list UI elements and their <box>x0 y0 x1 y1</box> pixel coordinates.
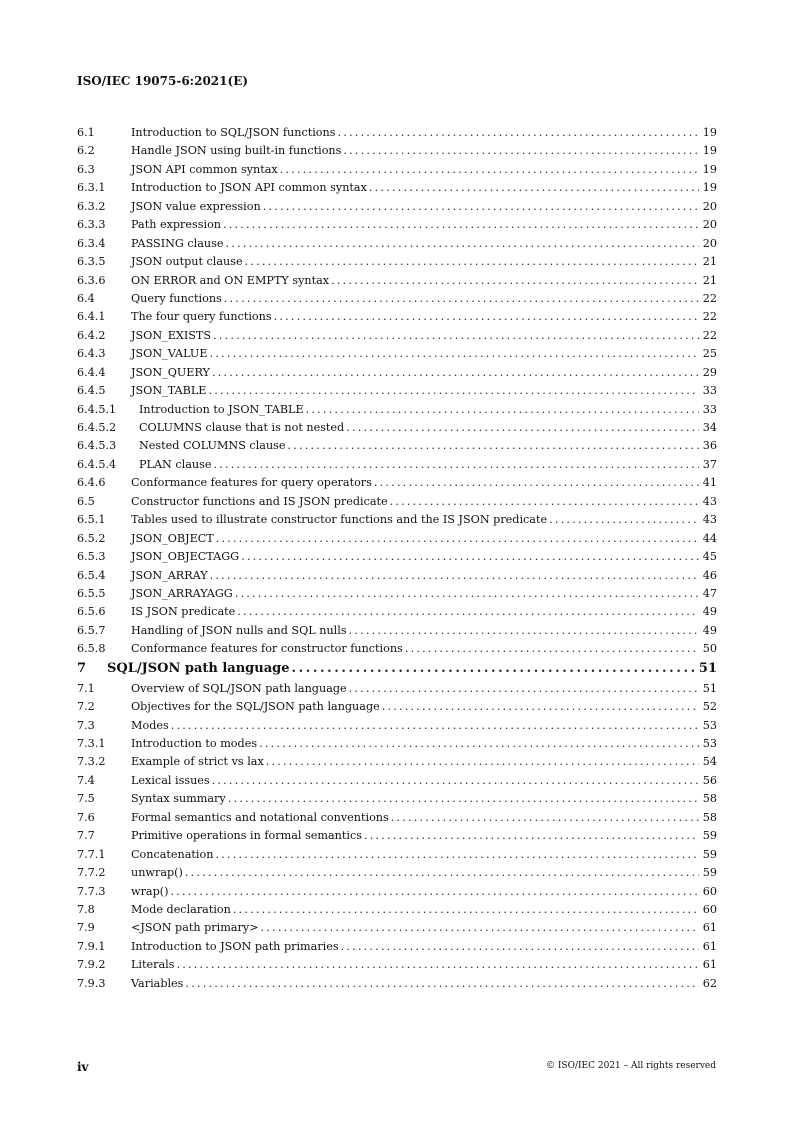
toc-entry-title: Nested COLUMNS clause <box>139 439 286 453</box>
toc-entry[interactable] <box>77 384 717 402</box>
toc-entry[interactable] <box>77 513 717 531</box>
toc-entry-number: 7.3 <box>77 718 95 732</box>
toc-entry-title: JSON_ARRAY <box>131 568 208 582</box>
toc-entry[interactable] <box>77 642 717 660</box>
toc-leader-dots <box>391 811 699 824</box>
toc-entry-page: 19 <box>702 144 717 158</box>
toc-entry-number: 6.4.6 <box>77 476 106 490</box>
toc-leader-dots <box>292 661 697 676</box>
table-of-contents <box>77 126 717 995</box>
toc-leader-dots <box>228 792 699 805</box>
toc-leader-dots <box>331 274 699 287</box>
toc-entry-title: JSON_TABLE <box>131 384 207 398</box>
toc-entry-page: 37 <box>702 457 717 471</box>
toc-entry-title: Formal semantics and notational conventions <box>131 810 389 824</box>
toc-entry[interactable] <box>77 532 717 550</box>
toc-leader-dots <box>261 921 699 934</box>
toc-entry-number: 7 <box>77 660 87 676</box>
toc-entry-title: Overview of SQL/JSON path language <box>131 681 347 695</box>
toc-entry[interactable] <box>77 605 717 623</box>
toc-leader-dots <box>382 700 699 713</box>
toc-entry-title: JSON_QUERY <box>131 365 210 379</box>
toc-entry-title: PASSING clause <box>131 236 224 250</box>
toc-leader-dots <box>349 682 699 695</box>
toc-entry-title: The four query functions <box>131 310 272 324</box>
toc-entry[interactable] <box>77 550 717 568</box>
toc-entry-page: 36 <box>702 439 717 453</box>
toc-entry-page: 61 <box>702 958 717 972</box>
toc-entry-title: JSON_VALUE <box>131 347 208 361</box>
toc-entry[interactable] <box>77 792 717 810</box>
toc-entry-number: 6.3.1 <box>77 181 106 195</box>
toc-entry-page: 53 <box>702 737 717 750</box>
toc-leader-dots <box>549 513 699 526</box>
toc-entry-page: 21 <box>702 273 717 287</box>
toc-entry-title: JSON_ARRAYAGG <box>131 586 233 600</box>
toc-entry-title: JSON value expression <box>131 199 261 213</box>
toc-entry[interactable] <box>77 347 717 365</box>
toc-entry-page: 51 <box>698 660 717 676</box>
toc-entry-page: 21 <box>702 255 717 269</box>
toc-entry-page: 19 <box>702 162 717 176</box>
toc-leader-dots <box>337 126 699 139</box>
toc-entry-page: 20 <box>702 199 717 213</box>
toc-entry-title: Literals <box>131 958 175 972</box>
toc-entry[interactable] <box>77 255 717 273</box>
toc-entry-title: JSON API common syntax <box>131 162 278 176</box>
toc-entry-title: Tables used to illustrate constructor functions and the IS JSON predicate <box>131 513 548 527</box>
toc-entry[interactable] <box>77 218 717 236</box>
toc-entry-number: 7.8 <box>77 902 95 916</box>
toc-entry-number: 6.1 <box>77 126 95 139</box>
toc-leader-dots <box>343 144 699 157</box>
toc-entry[interactable] <box>77 274 717 292</box>
toc-entry-number: 6.3.5 <box>77 255 106 269</box>
toc-entry-title: Introduction to JSON path primaries <box>131 939 339 953</box>
toc-entry-page: 33 <box>702 402 717 416</box>
toc-entry-page: 43 <box>702 513 717 527</box>
toc-entry[interactable] <box>77 587 717 605</box>
toc-entry[interactable] <box>77 569 717 587</box>
footer-copyright: © ISO/IEC 2021 – All rights reserved <box>546 1061 716 1071</box>
toc-leader-dots <box>185 866 699 879</box>
toc-entry[interactable] <box>77 866 717 884</box>
toc-entry-title: Handling of JSON nulls and SQL nulls <box>131 623 347 637</box>
toc-entry[interactable] <box>77 310 717 328</box>
toc-entry-number: 6.5 <box>77 494 95 508</box>
toc-entry-number: 7.9.1 <box>77 939 106 953</box>
toc-leader-dots <box>210 569 699 582</box>
toc-entry[interactable] <box>77 292 717 310</box>
toc-entry-title: Path expression <box>131 218 222 232</box>
toc-entry-number: 6.4.5 <box>77 384 106 398</box>
toc-entry-number: 6.3 <box>77 162 95 176</box>
toc-entry[interactable] <box>77 811 717 829</box>
toc-entry[interactable] <box>77 700 717 718</box>
toc-entry-page: 61 <box>702 921 717 935</box>
toc-entry-page: 58 <box>702 792 717 806</box>
toc-entry-page: 54 <box>702 755 717 769</box>
toc-leader-dots <box>216 532 699 545</box>
toc-entry-page: 43 <box>702 494 717 508</box>
toc-entry-page: 29 <box>702 365 717 379</box>
toc-entry-title: Introduction to SQL/JSON functions <box>131 126 336 139</box>
toc-entry[interactable] <box>77 200 717 218</box>
toc-entry-number: 6.4.1 <box>77 310 106 324</box>
toc-entry-number: 6.3.3 <box>77 218 106 232</box>
toc-leader-dots <box>171 885 700 898</box>
toc-leader-dots <box>349 624 699 637</box>
toc-leader-dots <box>274 310 699 323</box>
toc-entry[interactable] <box>77 774 717 792</box>
toc-leader-dots <box>215 848 699 861</box>
toc-entry-page: 59 <box>702 847 717 861</box>
toc-entry-number: 7.2 <box>77 700 95 714</box>
toc-leader-dots <box>210 347 699 360</box>
toc-entry-number: 6.4.2 <box>77 328 106 342</box>
toc-leader-dots <box>235 587 699 600</box>
toc-entry-number: 6.2 <box>77 144 95 158</box>
toc-leader-dots <box>213 458 699 471</box>
toc-entry-page: 60 <box>702 902 717 916</box>
toc-entry-number: 6.5.1 <box>77 513 106 527</box>
toc-entry-number: 6.3.4 <box>77 236 106 250</box>
toc-entry[interactable] <box>77 458 717 476</box>
toc-entry-title: Lexical issues <box>131 773 210 787</box>
toc-entry-number: 6.4.4 <box>77 365 106 379</box>
toc-entry-title: SQL/JSON path language <box>107 660 290 676</box>
toc-entry-title: Primitive operations in formal semantics <box>131 829 362 843</box>
toc-entry-title: IS JSON predicate <box>131 605 236 619</box>
toc-entry[interactable] <box>77 421 717 439</box>
toc-entry-number: 7.5 <box>77 792 95 806</box>
toc-entry[interactable] <box>77 476 717 494</box>
toc-entry-title: Modes <box>131 718 169 732</box>
toc-entry-number: 7.1 <box>77 681 95 695</box>
toc-leader-dots <box>171 719 699 732</box>
toc-entry-page: 56 <box>702 773 717 787</box>
toc-entry-number: 6.5.6 <box>77 605 106 619</box>
toc-entry-page: 25 <box>702 347 717 361</box>
toc-leader-dots <box>288 439 699 452</box>
toc-entry-title: Syntax summary <box>131 792 226 806</box>
toc-leader-dots <box>374 476 699 489</box>
toc-entry-page: 20 <box>702 218 717 232</box>
toc-entry-number: 7.7.2 <box>77 866 106 880</box>
toc-entry-page: 61 <box>702 939 717 953</box>
toc-entry-page: 50 <box>702 642 717 656</box>
toc-entry-page: 62 <box>702 976 717 990</box>
toc-entry[interactable] <box>77 682 717 700</box>
toc-entry[interactable] <box>77 403 717 421</box>
toc-leader-dots <box>223 218 699 231</box>
toc-leader-dots <box>213 329 699 342</box>
toc-entry-page: 22 <box>702 291 717 305</box>
toc-entry-number: 6.5.5 <box>77 586 106 600</box>
toc-entry-number: 6.4.5.2 <box>77 421 117 434</box>
toc-entry-number: 6.4.5.4 <box>77 457 117 471</box>
toc-entry[interactable] <box>77 163 717 181</box>
toc-entry[interactable] <box>77 848 717 866</box>
toc-entry-number: 7.7.3 <box>77 884 106 898</box>
toc-entry[interactable] <box>77 144 717 162</box>
toc-entry-number: 6.5.4 <box>77 568 106 582</box>
toc-leader-dots <box>212 774 699 787</box>
toc-entry-page: 45 <box>702 550 717 564</box>
toc-entry-title: unwrap() <box>131 866 183 880</box>
toc-entry-page: 53 <box>702 718 717 732</box>
toc-leader-dots <box>237 605 699 618</box>
toc-entry-page: 19 <box>702 126 717 139</box>
toc-chapter-entry[interactable] <box>77 661 717 682</box>
toc-entry-title: Introduction to modes <box>131 737 258 750</box>
toc-entry-number: 7.9.2 <box>77 958 106 972</box>
toc-entry-number: 6.5.3 <box>77 550 106 564</box>
toc-entry-title: Introduction to JSON API common syntax <box>131 181 367 195</box>
toc-leader-dots <box>212 366 699 379</box>
toc-entry-number: 6.4.5.3 <box>77 439 117 453</box>
toc-entry-number: 6.4.3 <box>77 347 106 361</box>
toc-leader-dots <box>208 384 699 397</box>
toc-leader-dots <box>346 421 699 434</box>
toc-entry-title: wrap() <box>131 884 169 898</box>
toc-entry-title: PLAN clause <box>139 457 212 471</box>
toc-entry-number: 6.4.5.1 <box>77 402 117 416</box>
toc-entry-title: Query functions <box>131 291 222 305</box>
toc-entry[interactable] <box>77 329 717 347</box>
toc-entry-title: Mode declaration <box>131 902 231 916</box>
toc-leader-dots <box>280 163 699 176</box>
toc-entry[interactable] <box>77 366 717 384</box>
toc-entry-title: Constructor functions and IS JSON predicate <box>131 494 388 508</box>
toc-entry[interactable] <box>77 829 717 847</box>
toc-entry-number: 7.3.2 <box>77 755 106 769</box>
toc-leader-dots <box>306 403 699 416</box>
toc-leader-dots <box>341 940 699 953</box>
toc-entry-page: 46 <box>702 568 717 582</box>
toc-entry-title: JSON_EXISTS <box>131 328 212 342</box>
toc-leader-dots <box>176 958 699 971</box>
toc-leader-dots <box>241 550 699 563</box>
toc-entry-number: 6.4 <box>77 291 95 305</box>
toc-entry-number: 7.4 <box>77 773 95 787</box>
toc-entry-title: <JSON path primary> <box>131 921 259 935</box>
toc-entry-title: Conformance features for query operators <box>131 476 372 490</box>
footer-page-number: iv <box>77 1060 89 1074</box>
toc-leader-dots <box>226 237 700 250</box>
toc-entry[interactable] <box>77 126 717 144</box>
toc-leader-dots <box>364 829 699 842</box>
toc-entry-title: JSON_OBJECT <box>131 531 214 545</box>
toc-entry-number: 7.9 <box>77 921 95 935</box>
toc-entry-page: 41 <box>702 476 717 490</box>
toc-entry[interactable] <box>77 977 717 995</box>
toc-entry-page: 49 <box>702 605 717 619</box>
toc-leader-dots <box>245 255 699 268</box>
toc-entry-page: 60 <box>702 884 717 898</box>
toc-entry-page: 34 <box>702 421 717 434</box>
toc-entry-title: Objectives for the SQL/JSON path language <box>131 700 380 714</box>
toc-entry-title: JSON output clause <box>131 255 243 269</box>
toc-leader-dots <box>390 495 699 508</box>
toc-entry-number: 6.3.2 <box>77 199 106 213</box>
toc-leader-dots <box>369 181 699 194</box>
toc-entry[interactable] <box>77 958 717 976</box>
toc-entry[interactable] <box>77 737 717 755</box>
toc-entry-number: 6.5.2 <box>77 531 106 545</box>
toc-leader-dots <box>233 903 699 916</box>
toc-leader-dots <box>185 977 699 990</box>
toc-leader-dots <box>405 642 699 655</box>
toc-leader-dots <box>266 755 699 768</box>
toc-entry-number: 6.5.8 <box>77 642 106 656</box>
toc-entry-title: Concatenation <box>131 847 214 861</box>
toc-entry-page: 59 <box>702 866 717 880</box>
toc-entry-title: Introduction to JSON_TABLE <box>139 402 304 416</box>
toc-entry-page: 20 <box>702 236 717 250</box>
toc-entry-page: 22 <box>702 310 717 324</box>
toc-entry-number: 6.5.7 <box>77 623 106 637</box>
toc-entry[interactable] <box>77 495 717 513</box>
toc-entry-title: COLUMNS clause that is not nested <box>139 421 345 434</box>
toc-entry[interactable] <box>77 903 717 921</box>
toc-entry[interactable] <box>77 921 717 939</box>
toc-entry[interactable] <box>77 439 717 457</box>
toc-entry[interactable] <box>77 755 717 773</box>
toc-entry-page: 51 <box>702 681 717 695</box>
toc-entry-page: 33 <box>702 384 717 398</box>
toc-entry-page: 49 <box>702 623 717 637</box>
toc-entry-page: 58 <box>702 810 717 824</box>
toc-entry[interactable] <box>77 237 717 255</box>
toc-entry-page: 47 <box>702 586 717 600</box>
toc-entry-page: 19 <box>702 181 717 195</box>
toc-entry[interactable] <box>77 885 717 903</box>
toc-entry-page: 59 <box>702 829 717 843</box>
toc-entry-title: Example of strict vs lax <box>131 755 264 769</box>
toc-entry-number: 7.3.1 <box>77 737 106 750</box>
toc-leader-dots <box>263 200 699 213</box>
toc-leader-dots <box>224 292 699 305</box>
toc-entry-number: 7.9.3 <box>77 976 106 990</box>
toc-entry[interactable] <box>77 624 717 642</box>
toc-leader-dots <box>259 737 699 750</box>
toc-entry-title: Handle JSON using built-in functions <box>131 144 342 158</box>
toc-entry-number: 6.3.6 <box>77 273 106 287</box>
toc-entry-page: 52 <box>702 700 717 714</box>
toc-entry-number: 7.7 <box>77 829 95 843</box>
toc-entry[interactable] <box>77 940 717 958</box>
toc-entry-number: 7.7.1 <box>77 847 106 861</box>
toc-entry[interactable] <box>77 181 717 199</box>
toc-entry-title: Conformance features for constructor functions <box>131 642 403 656</box>
toc-entry-title: ON ERROR and ON EMPTY syntax <box>131 273 330 287</box>
toc-entry-page: 22 <box>702 328 717 342</box>
toc-entry-title: JSON_OBJECTAGG <box>131 550 240 564</box>
toc-entry-page: 44 <box>702 531 717 545</box>
toc-entry-number: 7.6 <box>77 810 95 824</box>
toc-entry-title: Variables <box>131 976 184 990</box>
document-header: ISO/IEC 19075-6:2021(E) <box>77 74 249 88</box>
toc-entry[interactable] <box>77 719 717 737</box>
